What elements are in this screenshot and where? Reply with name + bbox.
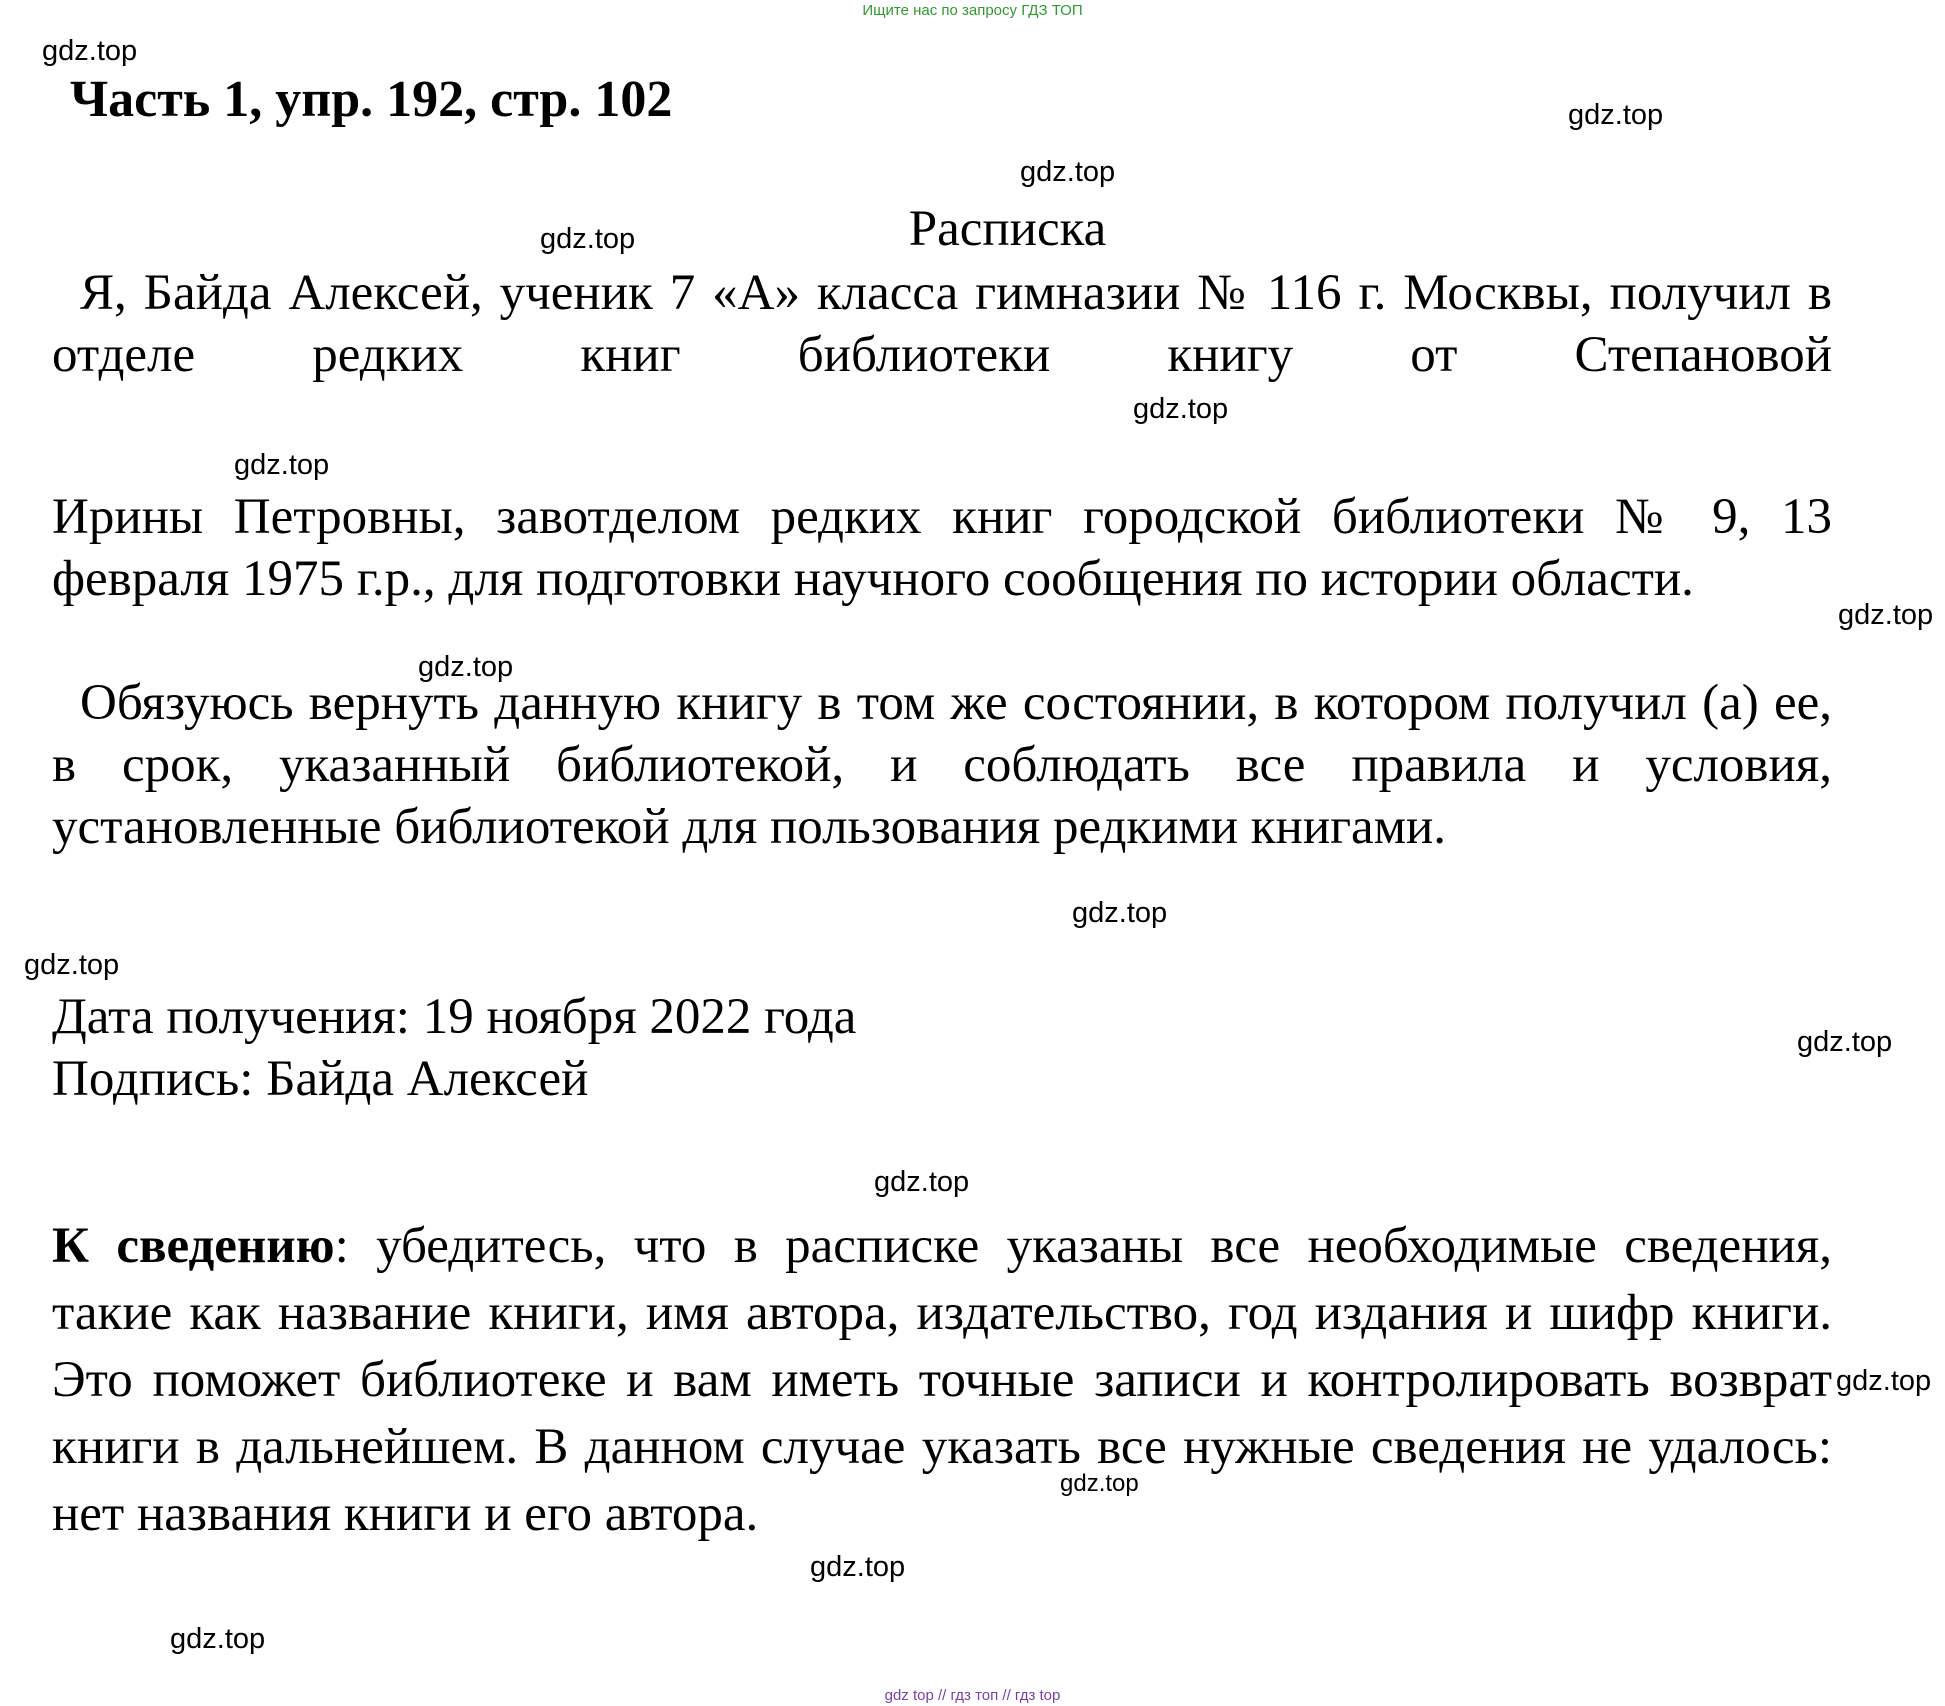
watermark: gdz.top xyxy=(418,651,514,683)
watermark: gdz.top xyxy=(1133,393,1229,425)
watermark: gdz.top xyxy=(540,223,636,255)
receipt-paragraph-1: Я, Байда Алексей, ученик 7 «А» класса гимназии № 116 г. Москвы, получил в отделе редких книг библиотеки книгу от Степановой xyxy=(52,265,1832,383)
watermark: gdz.top xyxy=(1020,156,1116,188)
watermark: gdz.top xyxy=(1568,99,1664,131)
note-text: : убедитесь, что в расписке указаны все необходимые сведения, такие как название книги, имя автора, издательство, год издания и шифр книги. Это поможет библиотеке и вам иметь точные записи и контролировать возврат книги в дальнейшем. В данном случае указать все нужные сведения не удалось: нет названия книги и его автора. xyxy=(52,1218,1832,1542)
watermark: gdz.top xyxy=(234,449,330,481)
watermark: gdz.top xyxy=(1838,599,1934,631)
receipt-paragraph-2: Ирины Петровны, завотделом редких книг городской библиотеки № 9, 13 февраля 1975 г.р., для подготовки научного сообщения по истории области. xyxy=(52,489,1832,607)
receipt-paragraph-3: Обязуюсь вернуть данную книгу в том же состоянии, в котором получил (а) ее, в срок, указанный библиотекой, и соблюдать все правила и условия, установленные библиотекой для пользования редкими книгами. xyxy=(52,675,1832,855)
watermark: gdz.top xyxy=(1060,1470,1139,1497)
watermark: gdz.top xyxy=(1836,1365,1932,1397)
watermark: gdz.top xyxy=(24,949,120,981)
receipt-date-line: Дата получения: 19 ноября 2022 года xyxy=(52,989,857,1045)
watermark: gdz.top xyxy=(810,1551,906,1583)
watermark: gdz.top xyxy=(1072,897,1168,929)
watermark: gdz.top xyxy=(874,1166,970,1198)
note-label: К сведению xyxy=(52,1218,335,1274)
page-title: Часть 1, упр. 192, стр. 102 xyxy=(70,71,673,128)
receipt-heading: Расписка xyxy=(908,201,1107,257)
receipt-signature-line: Подпись: Байда Алексей xyxy=(52,1051,589,1107)
footer-links: gdz top // гдз топ // гдз top xyxy=(884,1687,1061,1704)
watermark: gdz.top xyxy=(1797,1026,1893,1058)
watermark: gdz.top xyxy=(170,1623,266,1655)
top-banner: Ищите нас по запросу ГДЗ ТОП xyxy=(862,2,1083,19)
watermark: gdz.top xyxy=(42,35,138,67)
note-paragraph xyxy=(52,1213,1832,1548)
